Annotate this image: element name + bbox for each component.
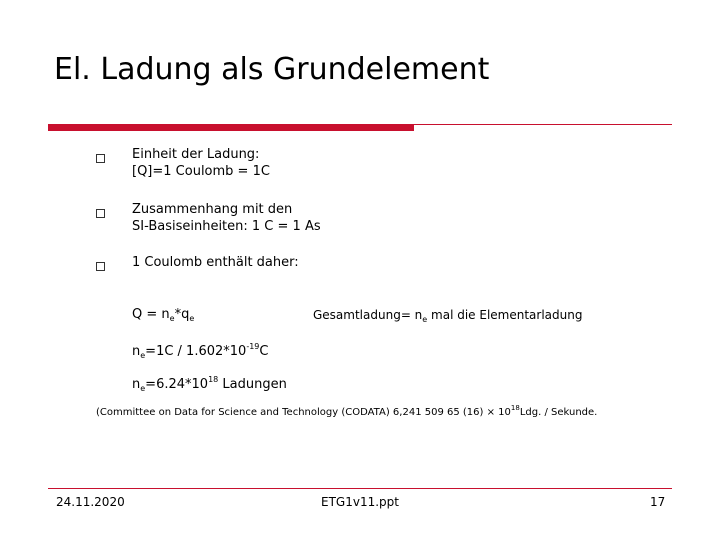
- formula-q-lhs: Q = n: [132, 307, 170, 322]
- bullet-1-line-2: [Q]=1 Coulomb = 1C: [132, 164, 270, 179]
- footer-page-number: 17: [650, 495, 666, 509]
- gesamt-sub: e: [422, 315, 428, 324]
- note-sup: 18: [510, 404, 520, 412]
- note-post: Ldg. / Sekunde.: [519, 407, 598, 418]
- slide-title: El. Ladung als Grundelement: [54, 52, 490, 87]
- bullet-text-1: [132, 146, 270, 180]
- bullet-square-icon: [96, 154, 105, 163]
- formula-q-sub-2: e: [189, 314, 195, 323]
- footer-filename: ETG1v11.ppt: [321, 495, 399, 509]
- ne2-mid: =6.24*10: [145, 377, 209, 392]
- bullet-2-line-1: Zusammenhang mit den: [132, 202, 293, 217]
- ne1-sub: e: [140, 351, 146, 360]
- formula-q-mid: *q: [174, 307, 190, 322]
- bullet-3-line-1: 1 Coulomb enthält daher:: [132, 255, 299, 270]
- bullet-2-line-2: SI-Basiseinheiten: 1 C = 1 As: [132, 219, 321, 234]
- formula-ne-1: [132, 342, 268, 360]
- ne1-sup: -19: [246, 342, 260, 351]
- ne1-post: C: [259, 344, 269, 359]
- ne2-sub: e: [140, 384, 146, 393]
- bullet-square-icon: [96, 209, 105, 218]
- ne2-sup: 18: [208, 375, 219, 384]
- formula-ne-2: [132, 375, 287, 393]
- gesamt-pre: Gesamtladung= n: [313, 308, 423, 322]
- ne2-pre: n: [132, 377, 141, 392]
- ne2-post: Ladungen: [218, 377, 287, 392]
- gesamt-post: mal die Elementarladung: [427, 308, 583, 322]
- codata-note: [96, 404, 597, 418]
- bullet-square-icon: [96, 262, 105, 271]
- formula-q-sub-1: e: [169, 314, 175, 323]
- formula-q: [132, 307, 194, 323]
- footer-rule: [48, 488, 672, 489]
- bullet-text-2: [132, 201, 321, 235]
- title-rule-thin: [414, 124, 672, 125]
- title-rule-thick: [48, 124, 414, 131]
- bullet-text-3: [132, 254, 299, 271]
- note-pre: (Committee on Data for Science and Technology (CODATA) 6,241 509 65 (16) × 10: [96, 407, 511, 418]
- footer-date: 24.11.2020: [56, 495, 125, 509]
- bullet-1-line-1: Einheit der Ladung:: [132, 147, 260, 162]
- ne1-pre: n: [132, 344, 141, 359]
- formula-gesamt: [313, 308, 582, 324]
- ne1-mid: =1C / 1.602*10: [145, 344, 247, 359]
